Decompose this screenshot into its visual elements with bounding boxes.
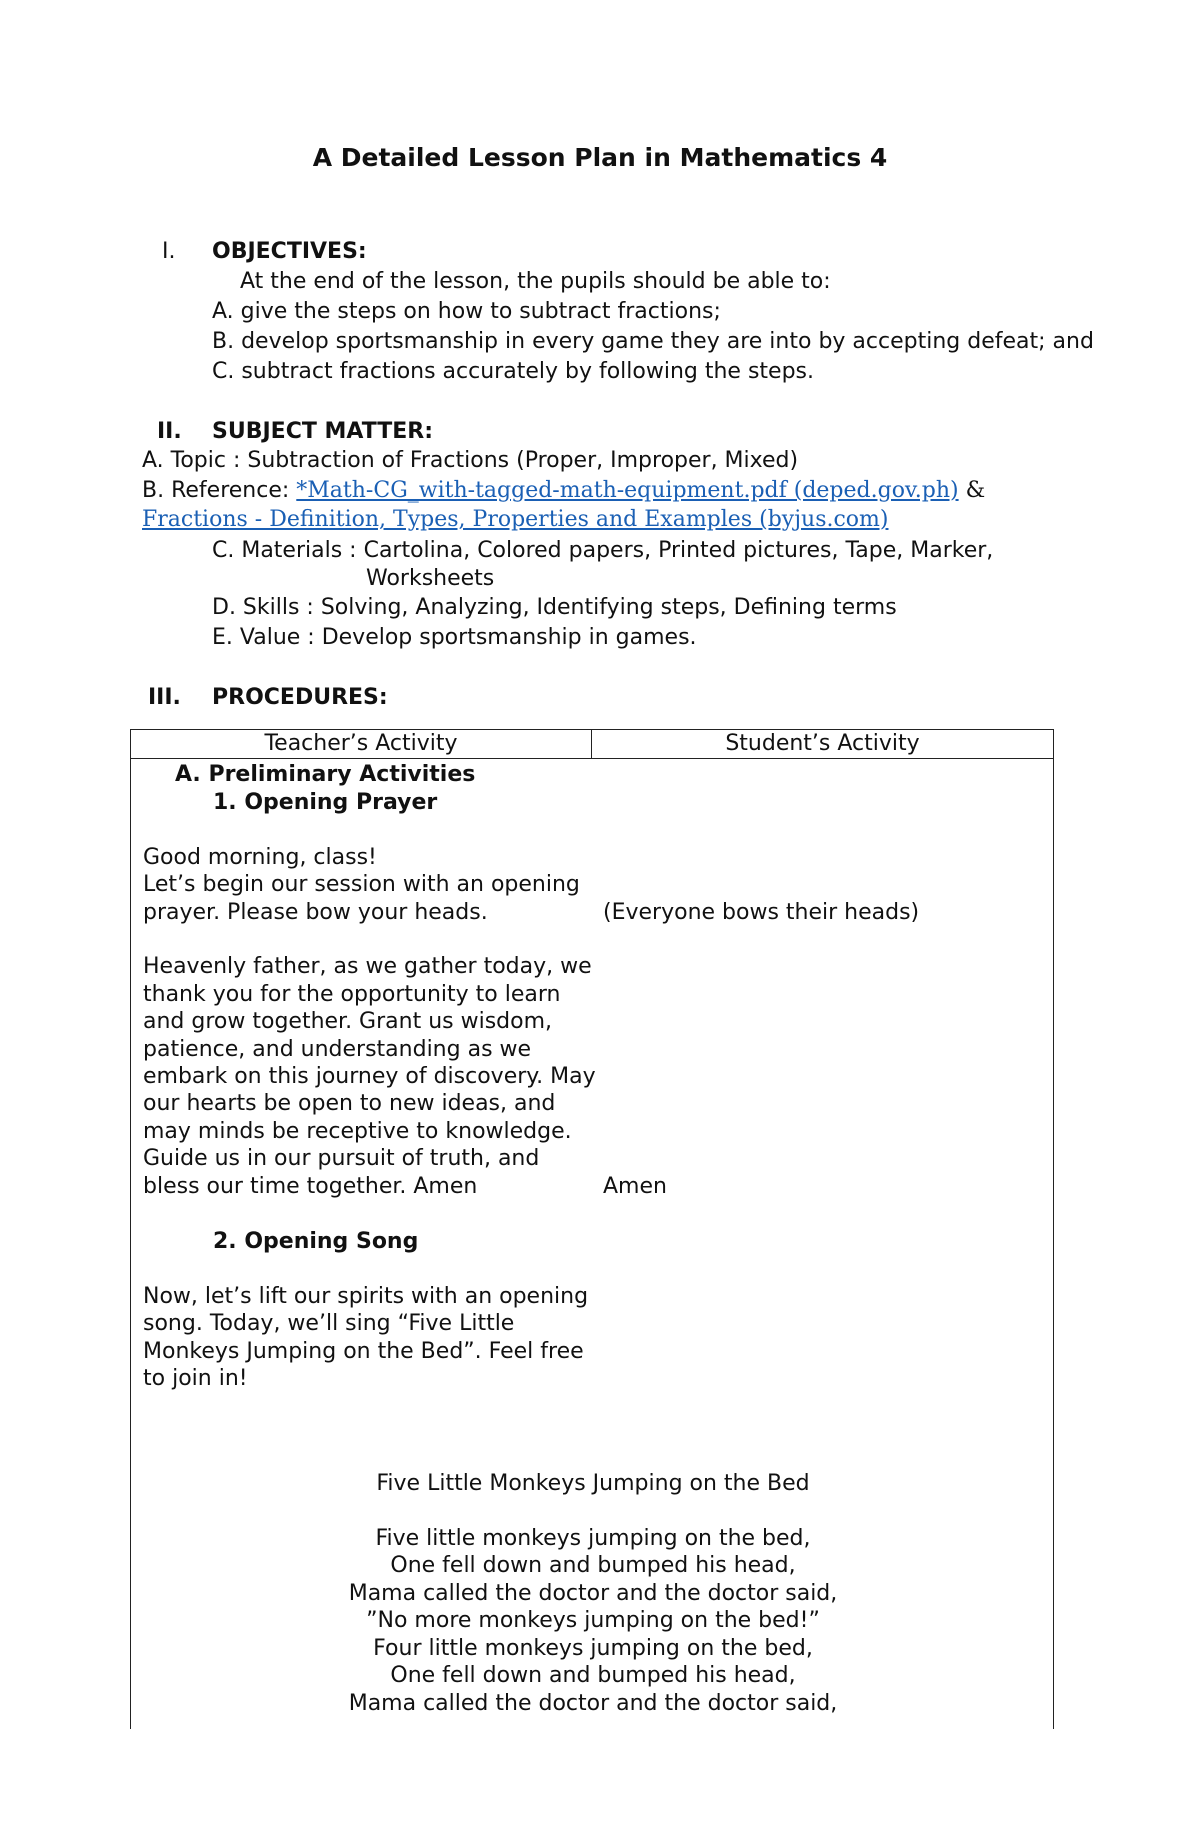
song-lyric-line: Mama called the doctor and the doctor said, (348, 1581, 838, 1606)
reference-label: B. Reference: (142, 478, 290, 503)
procedures-table (130, 729, 1054, 1729)
student-response-amen: Amen (603, 1174, 667, 1199)
teacher-line: prayer. Please bow your heads. (143, 900, 488, 925)
procedures-heading: PROCEDURES: (212, 685, 388, 710)
table-header-row (131, 730, 1054, 759)
prayer-line: patience, and understanding as we (143, 1037, 532, 1062)
reference-link-byjus[interactable]: Fractions - Definition, Types, Properties and Examples (byjus.com) (142, 507, 889, 532)
item-opening-prayer: 1. Opening Prayer (213, 790, 438, 815)
reference-ampersand: & (965, 478, 986, 503)
prayer-line: embark on this journey of discovery. May (143, 1064, 596, 1089)
subject-matter-numeral: II. (157, 419, 182, 444)
song-intro-line: Monkeys Jumping on the Bed”. Feel free (143, 1339, 584, 1364)
song-lyric-line: One fell down and bumped his head, (390, 1663, 796, 1688)
reference-link-deped[interactable]: *Math-CG_with-tagged-math-equipment.pdf (deped.gov.ph) (296, 478, 959, 503)
objectives-numeral: I. (162, 239, 176, 264)
prayer-line: bless our time together. Amen (143, 1174, 478, 1199)
objective-item: A. give the steps on how to subtract fractions; (212, 299, 721, 324)
reference-line (142, 477, 985, 505)
song-intro-line: song. Today, we’ll sing “Five Little (143, 1311, 515, 1336)
teacher-line: Good morning, class! (143, 845, 377, 870)
table-body-cell (131, 759, 1054, 1730)
subject-skills: D. Skills : Solving, Analyzing, Identifying steps, Defining terms (212, 595, 897, 620)
song-lyric-line: ”No more monkeys jumping on the bed!” (366, 1608, 820, 1633)
objectives-intro: At the end of the lesson, the pupils should be able to: (240, 269, 831, 294)
prayer-line: Heavenly father, as we gather today, we (143, 954, 592, 979)
prayer-line: our hearts be open to new ideas, and (143, 1091, 556, 1116)
song-lyric-line: Four little monkeys jumping on the bed, (373, 1636, 813, 1661)
reference-line-2 (142, 506, 889, 534)
section-preliminary-activities: A. Preliminary Activities (175, 762, 476, 787)
song-lyric-line: Five little monkeys jumping on the bed, (375, 1526, 811, 1551)
song-lyric-line: One fell down and bumped his head, (390, 1553, 796, 1578)
student-response-bow: (Everyone bows their heads) (603, 900, 920, 925)
subject-materials-cont: Worksheets (366, 566, 495, 591)
subject-topic: A. Topic : Subtraction of Fractions (Proper, Improper, Mixed) (142, 448, 799, 473)
procedures-numeral: III. (148, 685, 181, 710)
page-title: A Detailed Lesson Plan in Mathematics 4 (312, 143, 888, 172)
song-title: Five Little Monkeys Jumping on the Bed (376, 1471, 810, 1496)
subject-value: E. Value : Develop sportsmanship in games. (212, 625, 697, 650)
objective-item: B. develop sportsmanship in every game they are into by accepting defeat; and (212, 329, 1094, 354)
objectives-heading: OBJECTIVES: (212, 239, 367, 264)
prayer-line: Guide us in our pursuit of truth, and (143, 1146, 540, 1171)
song-intro-line: Now, let’s lift our spirits with an opening (143, 1284, 589, 1309)
prayer-line: thank you for the opportunity to learn (143, 982, 561, 1007)
objective-item: C. subtract fractions accurately by following the steps. (212, 359, 814, 384)
subject-matter-heading: SUBJECT MATTER: (212, 419, 433, 444)
subject-materials: C. Materials : Cartolina, Colored papers, Printed pictures, Tape, Marker, (212, 538, 994, 563)
teacher-activity-header: Teacher’s Activity (131, 730, 592, 759)
student-activity-header: Student’s Activity (592, 730, 1054, 759)
item-opening-song: 2. Opening Song (213, 1229, 419, 1254)
song-intro-line: to join in! (143, 1366, 248, 1391)
table-row (131, 759, 1054, 1730)
prayer-line: and grow together. Grant us wisdom, (143, 1009, 553, 1034)
teacher-line: Let’s begin our session with an opening (143, 872, 580, 897)
prayer-line: may minds be receptive to knowledge. (143, 1119, 572, 1144)
song-lyric-line: Mama called the doctor and the doctor said, (348, 1691, 838, 1716)
